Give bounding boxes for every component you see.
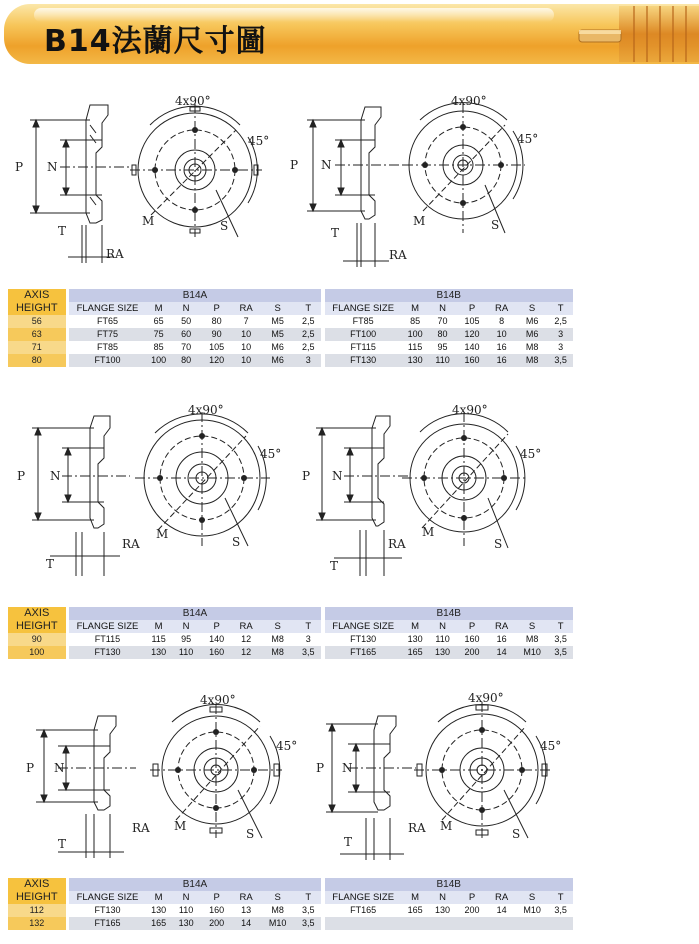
col-n: N [428,620,456,633]
col-m: M [402,302,428,315]
b14a-cell: 14 [232,917,260,930]
b14a-cell: 13 [232,904,260,917]
b14b-cell: FT130 [325,633,402,646]
b14a-cell: M10 [260,917,295,930]
b14b-cell: 3,5 [548,354,573,367]
label-45: 45° [517,132,539,146]
flange-drawing-svg [298,398,598,583]
b14b-cell: 10 [487,328,515,341]
b14b-empty-cell [325,917,573,930]
label-angle: 4x90° [452,403,488,417]
flange-drawing-b14a-large [14,686,314,866]
b14b-cell: M10 [516,904,549,917]
b14b-cell: M10 [516,646,549,659]
b14b-cell: 3,5 [548,646,573,659]
group-b14a: B14A [67,289,321,302]
b14a-cell: 200 [201,917,232,930]
label-45: 45° [260,447,282,461]
b14a-cell: M6 [260,354,295,367]
group-b14b: B14B [325,878,573,891]
label-t: T [58,837,67,851]
b14b-cell: FT115 [325,341,402,354]
b14b-cell: M6 [516,315,549,328]
b14a-cell: 120 [201,354,232,367]
label-p: P [302,469,311,483]
label-s: S [220,219,229,233]
b14a-cell: 12 [232,646,260,659]
motor-shaft-image [559,4,699,64]
b14a-cell: 110 [171,904,202,917]
b14a-cell: 80 [171,354,202,367]
label-p: P [17,469,26,483]
b14b-cell: 165 [402,646,428,659]
col-ra: RA [232,891,260,904]
label-45: 45° [248,134,270,148]
b14b-cell: FT100 [325,328,402,341]
b14b-cell: 3,5 [548,904,573,917]
col-s: S [260,891,295,904]
b14b-cell: 3,5 [548,633,573,646]
b14a-cell: 70 [171,341,202,354]
b14a-cell: FT130 [67,904,146,917]
col-ra: RA [487,620,515,633]
flange-table-2 [8,607,573,659]
label-45: 45° [540,739,562,753]
col-ra: RA [487,891,515,904]
flange-drawing-svg [10,398,310,583]
b14a-cell: 65 [146,315,170,328]
b14b-cell: M6 [516,328,549,341]
flange-drawing-svg [14,686,314,866]
col-t: T [295,891,322,904]
b14a-cell: FT100 [67,354,146,367]
col-t: T [548,620,573,633]
axis-height-cell: 71 [8,341,67,354]
b14b-cell: FT130 [325,354,402,367]
col-s: S [516,620,549,633]
b14b-cell: 200 [457,646,488,659]
group-b14b: B14B [325,289,573,302]
b14a-cell: 3,5 [295,646,322,659]
label-p: P [316,761,325,775]
flange-table-1 [8,289,573,367]
label-ra: RA [132,821,150,835]
label-p: P [26,761,35,775]
b14a-cell: M5 [260,328,295,341]
b14a-cell: 3 [295,633,322,646]
b14b-cell: 130 [428,904,456,917]
label-n: N [332,469,343,483]
col-s: S [516,302,549,315]
b14b-cell: 16 [487,354,515,367]
b14a-cell: 100 [146,354,170,367]
b14a-cell: 105 [201,341,232,354]
axis-height-cell: 63 [8,328,67,341]
b14a-cell: 10 [232,341,260,354]
col-m: M [402,891,428,904]
page-title: B14法蘭尺寸圖 [44,24,267,59]
b14b-cell: 3 [548,328,573,341]
b14b-cell: 110 [428,354,456,367]
label-p: P [290,158,299,172]
b14b-cell: 95 [428,341,456,354]
label-angle: 4x90° [175,94,211,108]
col-p: P [201,620,232,633]
b14b-cell: M8 [516,341,549,354]
b14b-cell: 80 [428,328,456,341]
label-t: T [46,557,55,571]
header-banner [4,4,699,64]
b14a-cell: 2,5 [295,341,322,354]
group-b14b: B14B [325,607,573,620]
flange-drawing-b14a-medium [10,398,310,583]
col-ra: RA [232,302,260,315]
b14a-cell: FT65 [67,315,146,328]
b14b-cell: 3 [548,341,573,354]
b14a-cell: 7 [232,315,260,328]
b14b-cell: M8 [516,633,549,646]
axis-height-cell: 112 [8,904,67,917]
col-t: T [295,302,322,315]
b14b-cell: 160 [457,633,488,646]
label-t: T [330,559,339,573]
table-row [8,904,573,917]
b14b-cell: 14 [487,646,515,659]
b14b-cell: 140 [457,341,488,354]
b14b-cell: 105 [457,315,488,328]
b14a-cell: 10 [232,354,260,367]
label-s: S [246,827,255,841]
b14b-cell: FT165 [325,646,402,659]
flange-drawing-b14b-small [285,85,585,270]
axis-height-header: AXIS HEIGHT [8,607,67,633]
label-n: N [50,469,61,483]
b14a-cell: 50 [171,315,202,328]
group-b14a: B14A [67,878,321,891]
col-flange-size: FLANGE SIZE [67,302,146,315]
b14a-cell: FT85 [67,341,146,354]
col-p: P [201,302,232,315]
col-n: N [171,302,202,315]
label-m: M [440,819,453,833]
label-angle: 4x90° [200,693,236,707]
flange-drawing-b14b-medium [298,398,598,583]
b14a-cell: 3,5 [295,917,322,930]
col-n: N [428,302,456,315]
col-n: N [171,620,202,633]
b14b-cell: M8 [516,354,549,367]
col-p: P [457,302,488,315]
col-m: M [402,620,428,633]
table-row [8,354,573,367]
b14a-cell: 90 [201,328,232,341]
label-n: N [47,160,58,174]
b14a-cell: FT130 [67,646,146,659]
col-s: S [516,891,549,904]
label-s: S [512,827,521,841]
label-n: N [342,761,353,775]
col-flange-size: FLANGE SIZE [325,302,402,315]
b14b-cell: 8 [487,315,515,328]
label-angle: 4x90° [188,403,224,417]
b14b-cell: 130 [428,646,456,659]
col-s: S [260,302,295,315]
table-row [8,315,573,328]
label-p: P [15,160,24,174]
axis-height-cell: 80 [8,354,67,367]
col-t: T [548,891,573,904]
label-m: M [156,527,169,541]
b14a-cell: 2,5 [295,328,322,341]
col-s: S [260,620,295,633]
b14b-cell: 70 [428,315,456,328]
label-angle: 4x90° [451,94,487,108]
b14b-cell: 14 [487,904,515,917]
col-flange-size: FLANGE SIZE [67,891,146,904]
label-s: S [491,218,500,232]
col-n: N [171,891,202,904]
label-m: M [413,214,426,228]
table-row [8,328,573,341]
b14b-cell: 16 [487,341,515,354]
b14a-cell: 12 [232,633,260,646]
b14a-cell: 80 [201,315,232,328]
b14b-cell: FT165 [325,904,402,917]
table-row [8,633,573,646]
col-p: P [457,891,488,904]
b14b-cell: FT85 [325,315,402,328]
flange-drawing-b14b-large [306,686,596,866]
b14b-cell: 160 [457,354,488,367]
flange-drawing-svg [306,686,596,866]
col-t: T [295,620,322,633]
b14a-cell: 130 [171,917,202,930]
col-m: M [146,891,170,904]
label-ra: RA [106,247,124,261]
b14a-cell: 130 [146,904,170,917]
axis-height-header: AXIS HEIGHT [8,878,67,904]
label-m: M [422,525,435,539]
b14b-cell: 200 [457,904,488,917]
label-t: T [58,224,67,238]
b14b-cell: 120 [457,328,488,341]
b14a-cell: M5 [260,315,295,328]
b14b-cell: 130 [402,633,428,646]
b14a-cell: 165 [146,917,170,930]
b14a-cell: M8 [260,646,295,659]
axis-height-cell: 90 [8,633,67,646]
b14a-cell: FT75 [67,328,146,341]
label-45: 45° [520,447,542,461]
b14a-cell: 75 [146,328,170,341]
col-p: P [201,891,232,904]
label-ra: RA [388,537,406,551]
b14a-cell: 3 [295,354,322,367]
b14a-cell: FT115 [67,633,146,646]
b14b-cell: 115 [402,341,428,354]
b14a-cell: M6 [260,341,295,354]
col-m: M [146,620,170,633]
label-n: N [54,761,65,775]
flange-table-3 [8,878,573,930]
flange-drawing-svg [10,85,310,270]
b14a-cell: 95 [171,633,202,646]
col-p: P [457,620,488,633]
b14a-cell: 85 [146,341,170,354]
b14b-cell: 130 [402,354,428,367]
group-b14a: B14A [67,607,321,620]
col-flange-size: FLANGE SIZE [67,620,146,633]
col-n: N [428,891,456,904]
axis-height-cell: 56 [8,315,67,328]
axis-height-header: AXIS HEIGHT [8,289,67,315]
axis-height-cell: 132 [8,917,67,930]
label-ra: RA [408,821,426,835]
b14a-cell: 3,5 [295,904,322,917]
b14a-cell: 160 [201,904,232,917]
label-angle: 4x90° [468,691,504,705]
b14b-cell: 110 [428,633,456,646]
flange-drawing-svg [285,85,585,270]
b14a-cell: 130 [146,646,170,659]
b14a-cell: 110 [171,646,202,659]
label-s: S [232,535,241,549]
label-45: 45° [276,739,298,753]
label-ra: RA [122,537,140,551]
b14a-cell: 2,5 [295,315,322,328]
b14b-cell: 85 [402,315,428,328]
b14a-cell: M8 [260,904,295,917]
label-t: T [331,226,340,240]
col-t: T [548,302,573,315]
b14a-cell: 60 [171,328,202,341]
b14b-cell: 100 [402,328,428,341]
label-n: N [321,158,332,172]
table-row [8,917,573,930]
col-ra: RA [232,620,260,633]
b14a-cell: 115 [146,633,170,646]
flange-drawing-b14a-small [10,85,310,270]
table-row [8,646,573,659]
col-flange-size: FLANGE SIZE [325,620,402,633]
table-row [8,341,573,354]
label-s: S [494,537,503,551]
b14b-cell: 16 [487,633,515,646]
col-flange-size: FLANGE SIZE [325,891,402,904]
b14a-cell: FT165 [67,917,146,930]
axis-height-cell: 100 [8,646,67,659]
col-m: M [146,302,170,315]
label-m: M [142,214,155,228]
b14b-cell: 2,5 [548,315,573,328]
col-ra: RA [487,302,515,315]
label-m: M [174,819,187,833]
b14a-cell: M8 [260,633,295,646]
b14a-cell: 160 [201,646,232,659]
b14b-cell: 165 [402,904,428,917]
label-t: T [344,835,353,849]
b14a-cell: 10 [232,328,260,341]
b14a-cell: 140 [201,633,232,646]
label-ra: RA [389,248,407,262]
